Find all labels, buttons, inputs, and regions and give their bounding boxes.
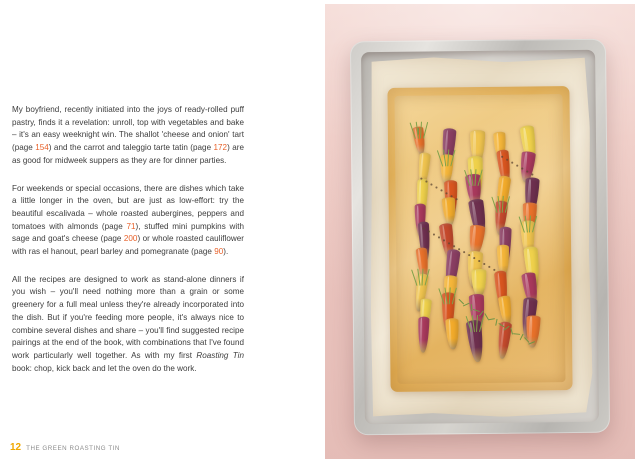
right-page: [320, 0, 640, 463]
carrot-top-greens: [521, 206, 535, 232]
paragraph-2-seg-7: ).: [223, 247, 229, 257]
paragraph-3-seg-3: book: chop, kick back and let the oven do the work.: [12, 363, 197, 373]
seed-speck: [430, 183, 432, 185]
paragraph-3: [12, 274, 244, 376]
page-ref-71[interactable]: 71: [126, 221, 136, 231]
folio: [10, 442, 120, 453]
seed-speck: [516, 165, 518, 167]
paragraph-2-seg-5: ) or whole roasted cauliflower with ras el hanout, pearl barley and pomegranate (page: [12, 234, 244, 257]
seed-speck: [438, 236, 440, 238]
seed-speck: [483, 263, 485, 265]
seed-speck: [443, 239, 445, 241]
seed-speck: [468, 254, 470, 256]
paragraph-1-seg-5: ) are as good for midweek suppers as they are for dinner parties.: [12, 143, 244, 165]
seed-speck: [451, 195, 453, 197]
seed-speck: [456, 198, 458, 200]
seed-speck: [448, 242, 450, 244]
herb-sprig: [484, 313, 489, 320]
page-ref-200[interactable]: 200: [123, 234, 138, 244]
seed-speck: [458, 248, 460, 250]
seed-speck: [473, 257, 475, 259]
carrot-top-greens: [413, 259, 427, 285]
seed-speck: [423, 228, 425, 230]
seed-speck: [435, 186, 437, 188]
carrot-top-greens: [466, 159, 480, 185]
book-title-roasting-tin: Roasting Tin: [196, 350, 245, 360]
seed-speck: [501, 156, 503, 158]
page-ref-154[interactable]: 154: [35, 143, 49, 153]
carrot-top-greens: [440, 279, 454, 305]
tray-inner: [361, 50, 599, 424]
carrot-top-greens: [412, 113, 426, 139]
seed-speck: [446, 192, 448, 194]
seed-speck: [425, 181, 427, 183]
paragraph-1: [12, 104, 244, 168]
puff-pastry-base: [387, 86, 572, 392]
paragraph-2-seg-3: ), stuffed mini pumpkins with sage and goat's cheese (page: [12, 221, 244, 244]
carrot-top-greens: [493, 187, 507, 213]
seed-speck: [478, 260, 480, 262]
seed-speck: [511, 162, 513, 164]
herb-sprig: [495, 319, 498, 326]
seed-speck: [506, 159, 508, 161]
carrot: [417, 316, 429, 352]
paragraph-3-seg-1: All the recipes are designed to work as stand-alone dinners if you wish – you'll need nothing more than a grain or some greenery for a full meal unless they're already incorporated into the dish. But if you're feeding more people, it's always nice to combine several dishes and share – you'll find suggested recipe pairings at the end of the book, with combinations that I've found work particularly well together. As with my first: [12, 274, 244, 360]
seed-speck: [433, 233, 435, 235]
seed-speck: [440, 189, 442, 191]
running-head: THE GREEN ROASTING TIN: [26, 445, 120, 452]
herb-sprig: [513, 333, 520, 335]
seed-speck: [521, 168, 523, 170]
seed-speck: [488, 266, 490, 268]
paragraph-2: [12, 183, 244, 259]
carrot: [441, 197, 456, 226]
baking-tray: [350, 39, 610, 436]
seed-speck: [493, 269, 495, 271]
seed-speck: [463, 251, 465, 253]
carrot-top-greens: [439, 140, 453, 166]
paragraph-2-seg-1: For weekends or special occasions, there are dishes which take a little longer in the oven, but are just as low-effort: try the beautiful escalivada – whole roasted aubergines, peppers and tomatoes with almonds (page: [12, 183, 244, 231]
rainbow-carrot-tart-photo: [325, 4, 635, 459]
page-ref-90[interactable]: 90: [214, 247, 224, 257]
seed-speck: [453, 245, 455, 247]
herb-sprig: [458, 299, 464, 305]
seed-speck: [428, 231, 430, 233]
folio-page-number: 12: [10, 442, 22, 453]
carrot: [445, 318, 459, 350]
carrot: [471, 268, 486, 296]
parchment-paper: [367, 56, 593, 418]
roasted-carrots: [418, 126, 542, 351]
seed-speck: [531, 173, 533, 175]
seed-speck: [526, 170, 528, 172]
seed-speck: [420, 178, 422, 180]
body-copy: [12, 104, 244, 375]
herb-sprig: [488, 318, 495, 320]
paragraph-1-seg-1: My boyfriend, recently initiated into the joys of ready-rolled puff pastry, finds it a revelation: unroll, top with vegetables and bake – it's an easy weeknight win. The shallot 'cheese and onion' tart (page: [12, 105, 244, 153]
page-ref-172[interactable]: 172: [213, 143, 228, 153]
paragraph-1-seg-3: ) and the carrot and taleggio tarte tatin (page: [48, 143, 214, 153]
